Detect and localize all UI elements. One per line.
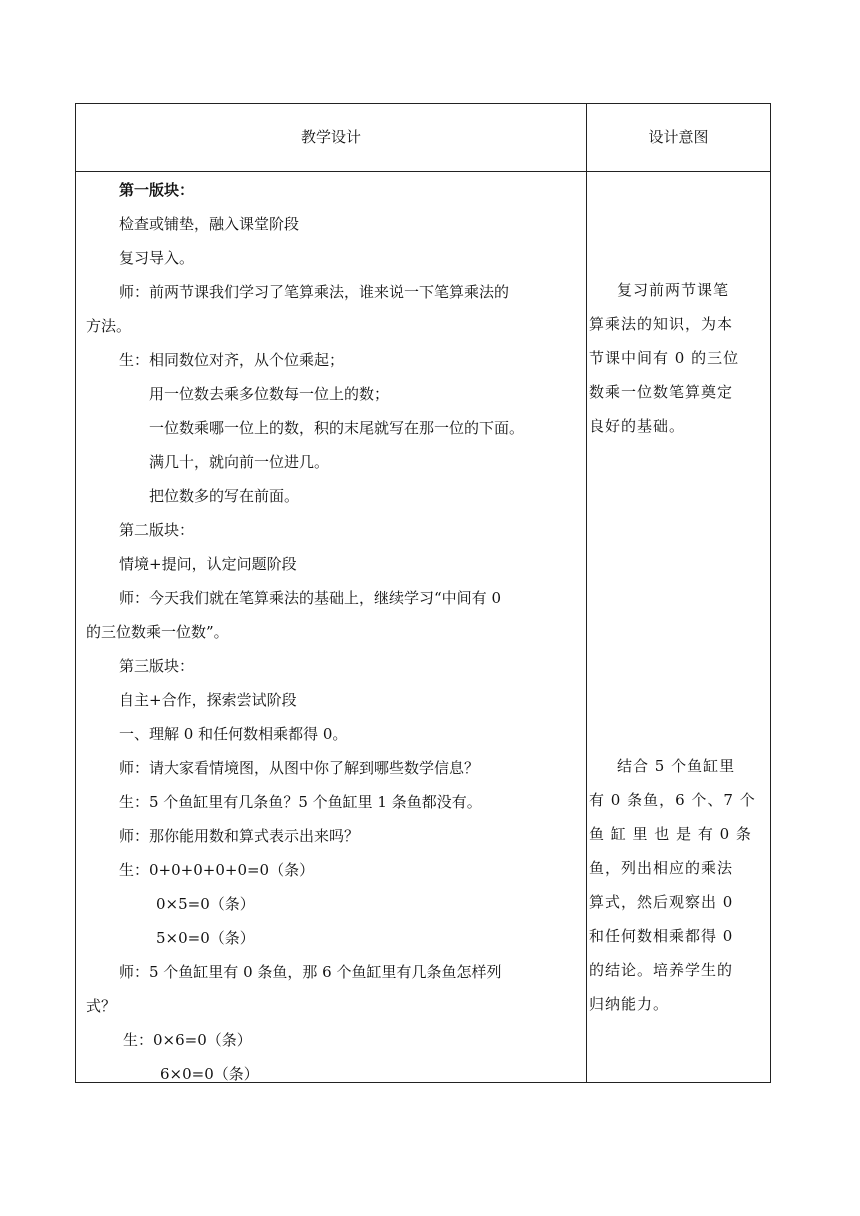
- note-line: 和任何数相乘都得 0: [589, 927, 734, 945]
- note-line: 算式，然后观察出 0: [589, 893, 734, 911]
- text-line: 用一位数去乘多位数每一位上的数；: [149, 385, 390, 403]
- text-line: 复习导入。: [119, 249, 195, 267]
- note-line: 复习前两节课笔: [617, 281, 730, 299]
- text-line: 第二版块：: [119, 521, 195, 539]
- text-line: 自主+合作，探索尝试阶段: [119, 691, 297, 709]
- text-line: 师：今天我们就在笔算乘法的基础上，继续学习“中间有 0: [119, 589, 501, 607]
- note-line: 归纳能力。: [589, 995, 670, 1013]
- text-line: 生：相同数位对齐，从个位乘起；: [119, 351, 345, 369]
- text-line: 满几十，就向前一位进几。: [149, 453, 330, 471]
- text-line: 6×0=0（条）: [160, 1065, 259, 1083]
- text-line: 第一版块：: [119, 181, 195, 199]
- text-line: 情境+提问，认定问题阶段: [119, 555, 297, 573]
- text-line: 第三版块：: [119, 657, 195, 675]
- text-line: 检查或铺垫，融入课堂阶段: [119, 215, 300, 233]
- note-line: 的结论。培养学生的: [589, 961, 734, 979]
- text-line: 生：5 个鱼缸里有几条鱼？5 个鱼缸里 1 条鱼都没有。: [119, 793, 482, 811]
- text-line: 师：那你能用数和算式表示出来吗？: [119, 827, 360, 845]
- text-line: 生：0+0+0+0+0=0（条）: [119, 861, 315, 879]
- column-divider: [586, 104, 587, 1082]
- text-line: 师：5 个鱼缸里有 0 条鱼，那 6 个鱼缸里有几条鱼怎样列: [119, 963, 502, 981]
- text-line: 一位数乘哪一位上的数，积的末尾就写在那一位的下面。: [149, 419, 525, 437]
- note-line: 结合 5 个鱼缸里: [617, 757, 736, 775]
- design-intent-note-review: [589, 273, 767, 443]
- text-line: 方法。: [86, 317, 132, 335]
- header-divider: [76, 171, 770, 172]
- note-line: 数乘一位数笔算奠定: [589, 383, 734, 401]
- text-line: 的三位数乘一位数”。: [86, 623, 229, 641]
- text-line: 师：请大家看情境图，从图中你了解到哪些数学信息？: [119, 759, 480, 777]
- header-teaching-design: 教学设计: [300, 128, 361, 146]
- text-line: 一、理解 0 和任何数相乘都得 0。: [119, 725, 348, 743]
- text-line: 生：0×6=0（条）: [123, 1031, 252, 1049]
- design-intent-note-zero: [589, 749, 767, 1021]
- text-line: 0×5=0（条）: [156, 895, 255, 913]
- note-line: 节课中间有 0 的三位: [589, 349, 740, 367]
- text-line: 师：前两节课我们学习了笔算乘法，谁来说一下笔算乘法的: [119, 283, 510, 301]
- note-line: 有 0 条鱼，6 个、7 个: [589, 791, 756, 809]
- text-line: 把位数多的写在前面。: [149, 487, 300, 505]
- note-line: 算乘法的知识，为本: [589, 315, 734, 333]
- lesson-plan-table: [75, 103, 771, 1083]
- note-line: 良好的基础。: [589, 417, 686, 435]
- text-line: 式？: [86, 997, 117, 1015]
- header-design-intent: 设计意图: [648, 128, 709, 146]
- note-line: 鱼 缸 里 也 是 有 0 条: [589, 825, 752, 843]
- text-line: 5×0=0（条）: [156, 929, 255, 947]
- note-line: 鱼，列出相应的乘法: [589, 859, 734, 877]
